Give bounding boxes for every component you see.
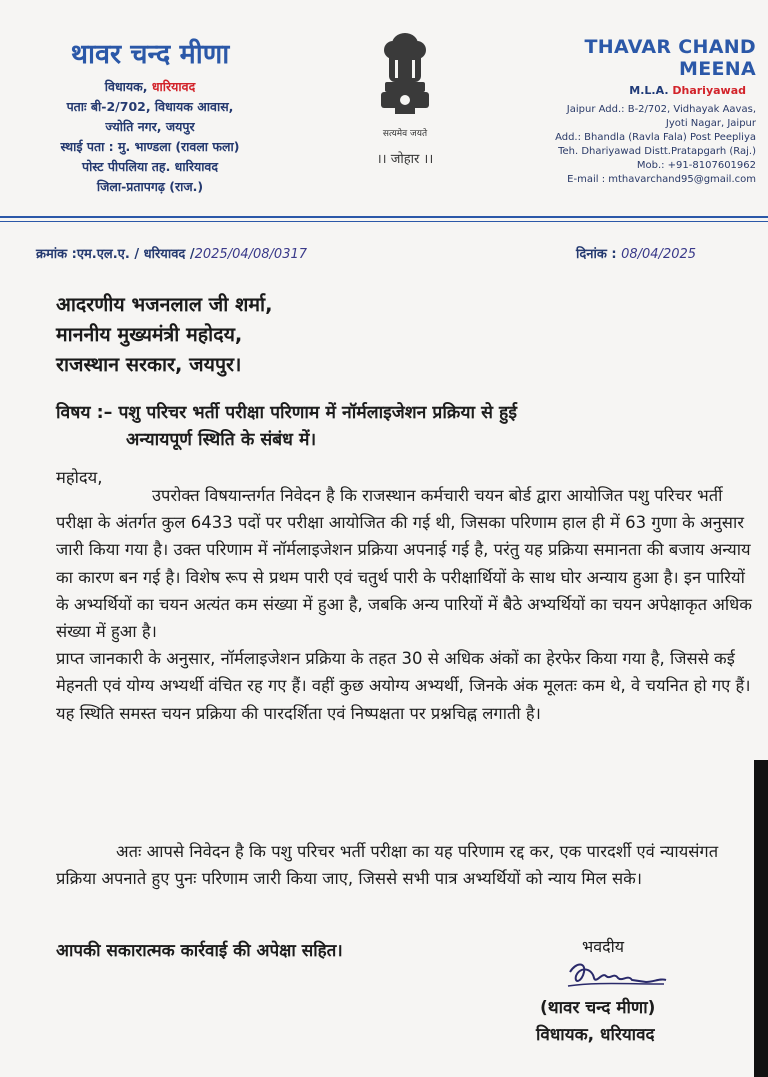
sender-name-english: THAVAR CHAND MEENA bbox=[584, 36, 756, 80]
subject-line: अन्यायपूर्ण स्थिति के संबंध में। bbox=[126, 430, 317, 450]
national-emblem bbox=[366, 30, 444, 167]
address-line: Teh. Dhariyawad Distt.Pratapgarh (Raj.) bbox=[558, 146, 756, 157]
subject-block bbox=[56, 400, 746, 454]
closing-line: आपकी सकारात्मक कार्रवाई की अपेक्षा सहित। bbox=[56, 941, 343, 961]
body-paragraph-1: उपरोक्त विषयान्तर्गत निवेदन है कि राजस्थान कर्मचारी चयन बोर्ड द्वारा आयोजित पशु परिचर भर्ती परीक्षा के अंतर्गत कुल 6433 पदों पर परीक्षा आयोजित की गई थी, जिसका परिणाम हाल ही में 63 गुणा के अनुसार जारी किया गया है। उक्त परिणाम में नॉर्मलाइजेशन प्रक्रिया अपनाई गई है, परंतु यह प्रक्रिया समानता की बजाय अन्याय का कारण बन गई है। विशेष रूप से प्रथम पारी एवं चतुर्थ पारी के परीक्षार्थियों के साथ घोर अन्याय हुआ है। इन पारियों के अभ्यर्थियों का चयन अत्यंत कम संख्या में हुआ है, जबकि अन्य पारियों में बैठे अभ्यर्थियों का चयन अपेक्षाकृत अधिक संख्या में हुआ है। प्राप्त जानकारी के अनुसार, नॉर्मलाइजेशन प्रक्रिया के तहत 30 से अधिक अंकों का हेरफेर किया गया है, जिससे कई मेहनती एवं योग्य अभ्यर्थी वंचित रह गए हैं। वहीं कुछ अयोग्य अभ्यर्थी, जिनके अंक मूलतः कम थे, वे चयनित हो गए हैं। यह स्थिति समस्त चयन प्रक्रिया की पारदर्शिता एवं निष्पक्षता पर प्रश्नचिह्न लगाती है। bbox=[56, 486, 752, 723]
address-line: स्थाई पता : मु. भाण्डला (रावला फला) bbox=[60, 139, 240, 154]
sender-name-hindi: थावर चन्द मीणा bbox=[70, 39, 230, 70]
addressee-line: आदरणीय भजनलाल जी शर्मा, bbox=[56, 293, 273, 316]
salutation: महोदय, bbox=[56, 468, 103, 487]
reference-number: क्रमांक :एम.एल.ए. / धरियावद /2025/04/08/0317 bbox=[36, 247, 308, 262]
address-line: Jaipur Add.: B-2/702, Vidhayak Aavas, bbox=[566, 104, 756, 115]
addressee-line: माननीय मुख्यमंत्री महोदय, bbox=[56, 323, 243, 346]
addressee-line: राजस्थान सरकार, जयपुर। bbox=[56, 353, 242, 376]
sender-designation-english: M.L.A. Dhariyawad bbox=[629, 84, 746, 97]
lion-capital-icon bbox=[373, 30, 437, 122]
letterhead-divider-thin bbox=[0, 221, 768, 222]
address-line: जिला-प्रतापगढ़ (राज.) bbox=[96, 179, 204, 194]
handwritten-signature bbox=[566, 958, 670, 992]
letterhead-english bbox=[528, 36, 756, 187]
address-line: पोस्ट पीपलिया तह. धारियावद bbox=[81, 159, 219, 174]
body-paragraph-2: प्राप्त जानकारी के अनुसार, नॉर्मलाइजेशन प्रक्रिया के तहत 30 से अधिक अंकों का हेरफेर किया गया है, जिससे कई मेहनती एवं योग्य अभ्यर्थी वंचित रह गए हैं। वहीं कुछ अयोग्य अभ्यर्थी, जिनके अंक मूलतः कम थे, वे चयनित हो गए हैं। यह स्थिति समस्त चयन प्रक्रिया की पारदर्शिता एवं निष्पक्षता पर प्रश्नचिह्न लगाती है। bbox=[56, 649, 751, 723]
signatory-name: (थावर चन्द मीणा) bbox=[540, 998, 656, 1018]
emblem-motto: सत्यमेव जयते bbox=[382, 129, 428, 139]
sender-designation-hindi: विधायक, धारियावद bbox=[104, 79, 196, 94]
subject-line: विषय :– पशु परिचर भर्ती परीक्षा परिणाम में नॉर्मलाइजेशन प्रक्रिया से हुई bbox=[56, 403, 517, 423]
signatory-designation: विधायक, धरियावद bbox=[536, 1025, 655, 1045]
constituency-english: Dhariyawad bbox=[672, 84, 746, 97]
letterhead-divider bbox=[0, 216, 768, 218]
address-line: पताः बी-2/702, विधायक आवास, bbox=[66, 99, 234, 114]
address-line: Add.: Bhandla (Ravla Fala) Post Peepliya bbox=[555, 132, 756, 143]
valediction: भवदीय bbox=[582, 937, 625, 956]
email-address: E-mail : mthavarchand95@gmail.com bbox=[567, 174, 756, 185]
address-line: ज्योति नगर, जयपुर bbox=[105, 119, 195, 134]
constituency-hindi: धारियावद bbox=[151, 79, 196, 94]
letter-date: दिनांक : 08/04/2025 bbox=[576, 247, 697, 262]
handwritten-date: 08/04/2025 bbox=[621, 247, 697, 262]
mobile-number: Mob.: +91-8107601962 bbox=[636, 160, 756, 171]
handwritten-reference: 2025/04/08/0317 bbox=[194, 247, 308, 262]
photo-edge-shadow bbox=[754, 760, 768, 1077]
letterhead-hindi bbox=[20, 34, 280, 197]
address-line: Jyoti Nagar, Jaipur bbox=[665, 118, 756, 129]
body-paragraph-3: अतः आपसे निवेदन है कि पशु परिचर भर्ती परीक्षा का यह परिणाम रद्द कर, एक पारदर्शी एवं न्यायसंगत प्रक्रिया अपनाते हुए पुनः परिणाम जारी किया जाए, जिससे सभी पात्र अभ्यर्थियों को न्याय मिल सके। bbox=[56, 842, 719, 889]
johar-greeting: ।। जोहार ।। bbox=[376, 152, 434, 167]
addressee-block bbox=[56, 290, 272, 380]
